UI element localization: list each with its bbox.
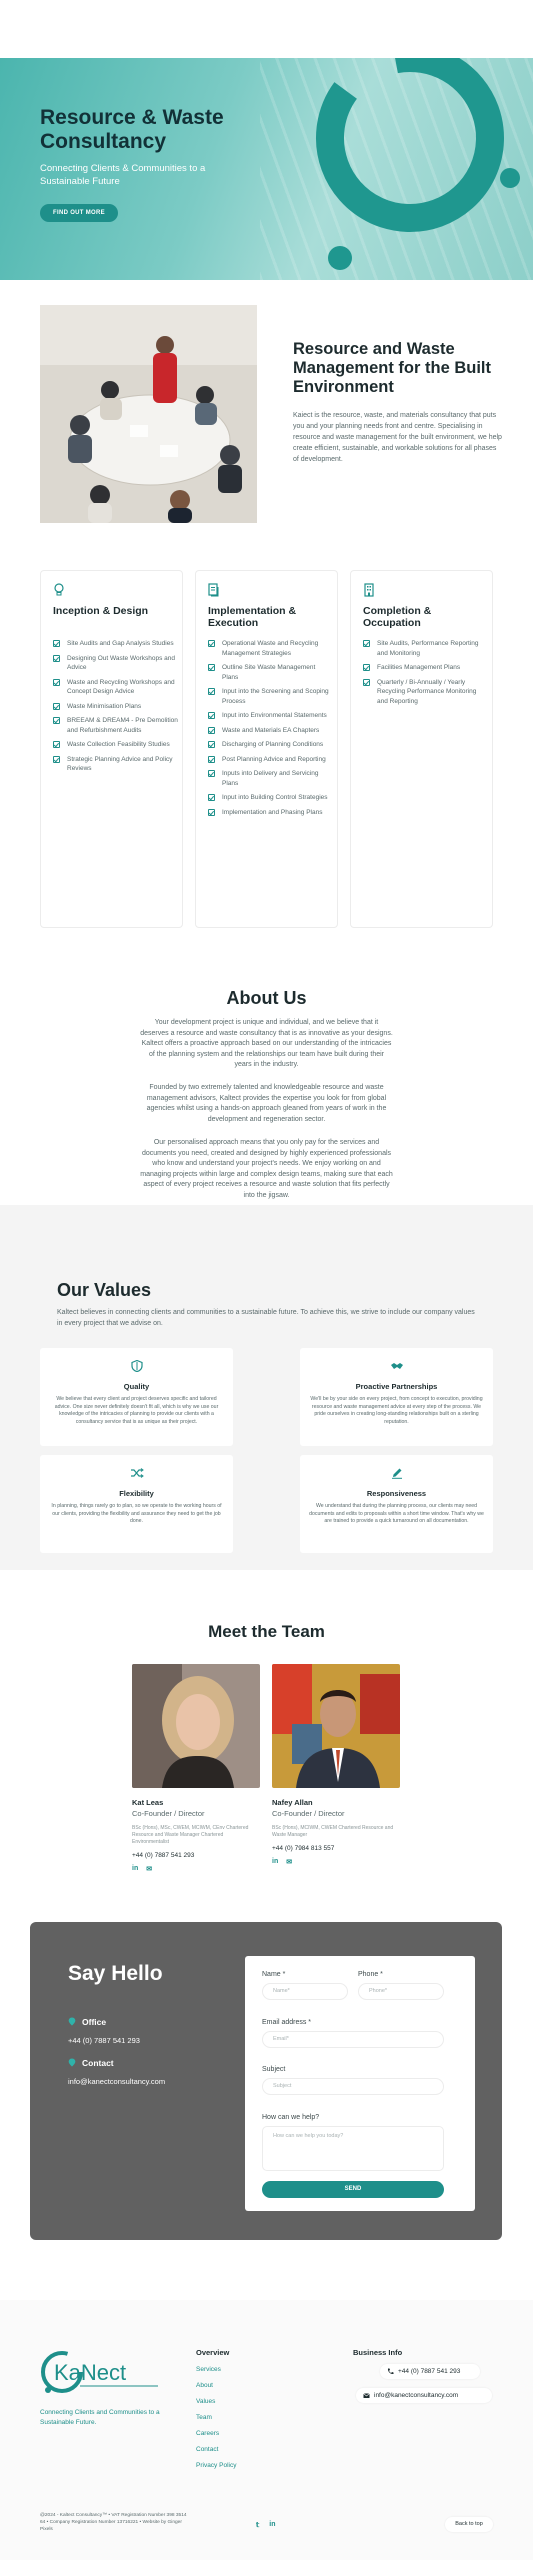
- pen-icon: [390, 1467, 404, 1479]
- team-member-qualifications: BSc (Hons), MSc, CWEM, MCIWM, CEnv Chartered Resource and Waste Manager Chartered Environmentalist: [132, 1825, 249, 1845]
- list-item: Inputs into Delivery and Servicing Plans: [208, 769, 333, 788]
- contact-section: [30, 1922, 502, 2240]
- location-pin-icon: [68, 2017, 76, 2026]
- list-item: Post Planning Advice and Reporting: [208, 755, 333, 765]
- footer-link-values[interactable]: Values: [196, 2398, 216, 2405]
- list-item: BREEAM & DREAM4 - Pre Demolition and Refurbishment Audits: [53, 716, 178, 735]
- value-title: Responsiveness: [366, 1489, 427, 1498]
- twitter-icon[interactable]: 𝕥: [256, 2522, 260, 2529]
- documents-icon: [208, 583, 220, 597]
- service-title: Completion & Occupation: [363, 605, 432, 629]
- list-item: Discharging of Planning Conditions: [208, 740, 333, 750]
- intro-text: Kaiect is the resource, waste, and materials consultancy that puts you and your planning needs front and centre. Specialising in resource and waste management for the built environment, we help create efficient, sustainable, and workable solutions for all phases of development.: [293, 412, 502, 463]
- contact-title: Say Hello: [68, 1962, 163, 1985]
- phone-icon: [387, 2368, 394, 2375]
- back-to-top-button[interactable]: Back to top: [445, 2517, 493, 2532]
- find-out-more-button[interactable]: FIND OUT MORE: [40, 204, 118, 222]
- logo-text: KaNect: [54, 2360, 127, 2385]
- lightbulb-icon: [53, 583, 65, 597]
- contact-email[interactable]: info@kanectconsultancy.com: [68, 2077, 166, 2086]
- meeting-photo: [40, 305, 257, 523]
- footer-link-team[interactable]: Team: [196, 2414, 212, 2421]
- office-label: Office: [82, 2017, 107, 2027]
- value-text: We'll be by your side on every project, from concept to execution, providing resource and waste management advice at every step of the process. We pride ourselves in creating long-standing relationships built on a sterling reputation.: [310, 1396, 483, 1425]
- building-icon: [363, 583, 375, 597]
- list-item: Site Audits, Performance Reporting and Monitoring: [363, 639, 488, 658]
- footer-phone[interactable]: +44 (0) 7887 541 293: [380, 2364, 480, 2379]
- message-label: How can we help?: [262, 2114, 320, 2121]
- email-icon[interactable]: ✉: [146, 1866, 153, 1873]
- service-list: [363, 639, 488, 711]
- footer-link-privacy[interactable]: Privacy Policy: [196, 2462, 237, 2469]
- service-card-inception: [40, 570, 183, 928]
- shuffle-icon: [130, 1467, 144, 1479]
- team-title: Meet the Team: [208, 1622, 325, 1641]
- list-item: Waste and Materials EA Chapters: [208, 726, 333, 736]
- footer-legal: @2024 - Kaltect Consultancy™ • VAT Registration Number 398 3514 64 • Company Registration Number 13716221 • Website by Ginger Pixels: [40, 2513, 187, 2532]
- service-title: Inception & Design: [53, 605, 149, 617]
- linkedin-icon[interactable]: in: [272, 1858, 279, 1865]
- value-card-responsiveness: [300, 1455, 493, 1553]
- team-member-photo: [132, 1664, 260, 1788]
- email-icon[interactable]: ✉: [286, 1859, 293, 1866]
- service-card-completion: [350, 570, 493, 928]
- footer-tagline: Connecting Clients and Communities to a Sustainable Future.: [40, 2409, 160, 2426]
- handshake-icon: [390, 1360, 404, 1372]
- values-title: Our Values: [57, 1280, 152, 1300]
- list-item: Waste Collection Feasibility Studies: [53, 740, 178, 750]
- kanect-logo[interactable]: [40, 2348, 160, 2396]
- email-label: Email address *: [262, 2019, 312, 2026]
- linkedin-icon[interactable]: in: [132, 1865, 139, 1872]
- phone-label: Phone *: [358, 1971, 383, 1978]
- value-title: Proactive Partnerships: [355, 1382, 438, 1391]
- office-phone[interactable]: +44 (0) 7887 541 293: [68, 2036, 140, 2045]
- hero-banner: [0, 58, 533, 280]
- shield-icon: [130, 1360, 144, 1372]
- list-item: Input into Environmental Statements: [208, 711, 333, 721]
- value-card-flexibility: [40, 1455, 233, 1553]
- hero-title: Resource & Waste Consultancy: [40, 106, 224, 153]
- list-item: Implementation and Phasing Plans: [208, 808, 333, 818]
- team-member-phone[interactable]: +44 (0) 7887 541 293: [132, 1852, 195, 1859]
- value-card-quality: [40, 1348, 233, 1446]
- list-item: Waste Minimisation Plans: [53, 702, 178, 712]
- value-title: Flexibility: [119, 1489, 154, 1498]
- overview-title: Overview: [196, 2348, 230, 2357]
- list-item: Facilities Management Plans: [363, 663, 488, 673]
- list-item: Site Audits and Gap Analysis Studies: [53, 639, 178, 649]
- value-text: We believe that every client and project deserves specific and tailored advice. One size never definitely doesn't fit all, which is why we use our knowledge of the intricacies of planning to provide our clients with a consultancy service that is as unique as their project.: [54, 1396, 219, 1425]
- subject-input[interactable]: Subject: [262, 2078, 444, 2095]
- team-member-kat: [132, 1664, 260, 1873]
- team-member-role: Co-Founder / Director: [272, 1809, 345, 1818]
- footer-link-careers[interactable]: Careers: [196, 2430, 220, 2437]
- team-member-name: Kat Leas: [132, 1798, 164, 1807]
- list-item: Input into the Screening and Scoping Process: [208, 687, 333, 706]
- footer-link-contact[interactable]: Contact: [196, 2446, 219, 2453]
- name-label: Name *: [262, 1971, 286, 1978]
- contact-info: [68, 2058, 165, 2086]
- subject-label: Subject: [262, 2066, 286, 2073]
- about-title: About Us: [226, 988, 307, 1008]
- message-textarea[interactable]: How can we help you today?: [262, 2126, 444, 2171]
- service-title: Implementation & Execution: [208, 605, 297, 629]
- team-member-socials: [132, 1865, 260, 1873]
- values-section: [0, 1205, 533, 1570]
- service-card-implementation: [195, 570, 338, 928]
- office-info: [68, 2017, 140, 2045]
- value-text: In planning, things rarely go to plan, so we operate to the working hours of our clients, providing the flexibility and assurance they need to get the job done.: [51, 1503, 222, 1524]
- list-item: Quarterly / Bi-Annually / Yearly Recycling Performance Monitoring and Reporting: [363, 678, 488, 707]
- list-item: Outline Site Waste Management Plans: [208, 663, 333, 682]
- value-card-proactive-partnerships: [300, 1348, 493, 1446]
- value-text: We understand that during the planning process, our clients may need documents and edits to proposals within a short time window. That's why we are trained to provide a quick turnaround on all documentation.: [309, 1503, 484, 1524]
- contact-label: Contact: [82, 2058, 114, 2068]
- list-item: Designing Out Waste Workshops and Advice: [53, 654, 178, 673]
- about-paragraph-1: Your development project is unique and individual, and we believe that it deserves a resource and waste consultancy that is as innovative as your designs. Kaltect offers a proactive approach based on our understanding of the intricacies of the planning system and the relationships our team have built during their years in the industry.: [140, 1019, 393, 1068]
- team-member-nafey: [272, 1664, 400, 1866]
- value-title: Quality: [123, 1382, 150, 1391]
- service-list: [208, 639, 333, 822]
- linkedin-icon[interactable]: in: [269, 2521, 276, 2528]
- name-input[interactable]: Name*: [262, 1983, 348, 2000]
- list-item: Operational Waste and Recycling Management Strategies: [208, 639, 333, 658]
- team-member-photo: [272, 1664, 400, 1788]
- send-button[interactable]: SEND: [262, 2181, 444, 2198]
- hero-subtitle: Connecting Clients & Communities to a Sustainable Future: [40, 163, 206, 187]
- team-member-role: Co-Founder / Director: [132, 1809, 205, 1818]
- about-paragraph-3: Our personalised approach means that you only pay for the services and documents you need, created and designed by highly experienced professionals who know and understand your project's needs. We enjoy working on and managing projects within large and complex design teams, making sure that each aspect of every project receives a resource and waste solution that fits perfectly into the jigsaw.: [140, 1139, 393, 1199]
- footer-email[interactable]: info@kanectconsultancy.com: [356, 2388, 492, 2403]
- footer-links: [196, 2366, 236, 2478]
- location-pin-icon: [68, 2058, 76, 2067]
- envelope-icon: [363, 2392, 370, 2399]
- about-paragraph-2: Founded by two extremely talented and knowledgeable resource and waste management advisors, Kaltect provides the expertise you look for from global agencies whilst using a hands-on approach gleaned from years of work in the development and regeneration sector.: [146, 1084, 387, 1123]
- team-member-phone[interactable]: +44 (0) 7984 813 557: [272, 1845, 335, 1852]
- hero-logo-mark: [300, 58, 533, 280]
- values-intro: Kaltect believes in connecting clients and communities to a sustainable future. To achieve this, we strive to include our company values in every project that we advise on.: [57, 1309, 475, 1327]
- list-item: Input into Building Control Strategies: [208, 793, 333, 803]
- team-member-qualifications: BSc (Hons), MCIWM, CWEM Chartered Resource and Waste Manager: [272, 1825, 394, 1838]
- site-footer: [0, 2300, 533, 2560]
- service-list: [53, 639, 178, 779]
- footer-link-services[interactable]: Services: [196, 2366, 221, 2373]
- list-item: Strategic Planning Advice and Policy Reviews: [53, 755, 178, 774]
- footer-socials: [256, 2521, 276, 2529]
- list-item: Waste and Recycling Workshops and Concept Design Advice: [53, 678, 178, 697]
- intro-title: Resource and Waste Management for the Built Environment: [293, 340, 492, 396]
- business-info-title: Business Info: [353, 2348, 403, 2357]
- phone-input[interactable]: Phone*: [358, 1983, 444, 2000]
- footer-link-about[interactable]: About: [196, 2382, 213, 2389]
- email-input[interactable]: Email*: [262, 2031, 444, 2048]
- contact-form: [245, 1956, 475, 2211]
- team-member-socials: [272, 1858, 400, 1866]
- team-member-name: Nafey Allan: [272, 1798, 313, 1807]
